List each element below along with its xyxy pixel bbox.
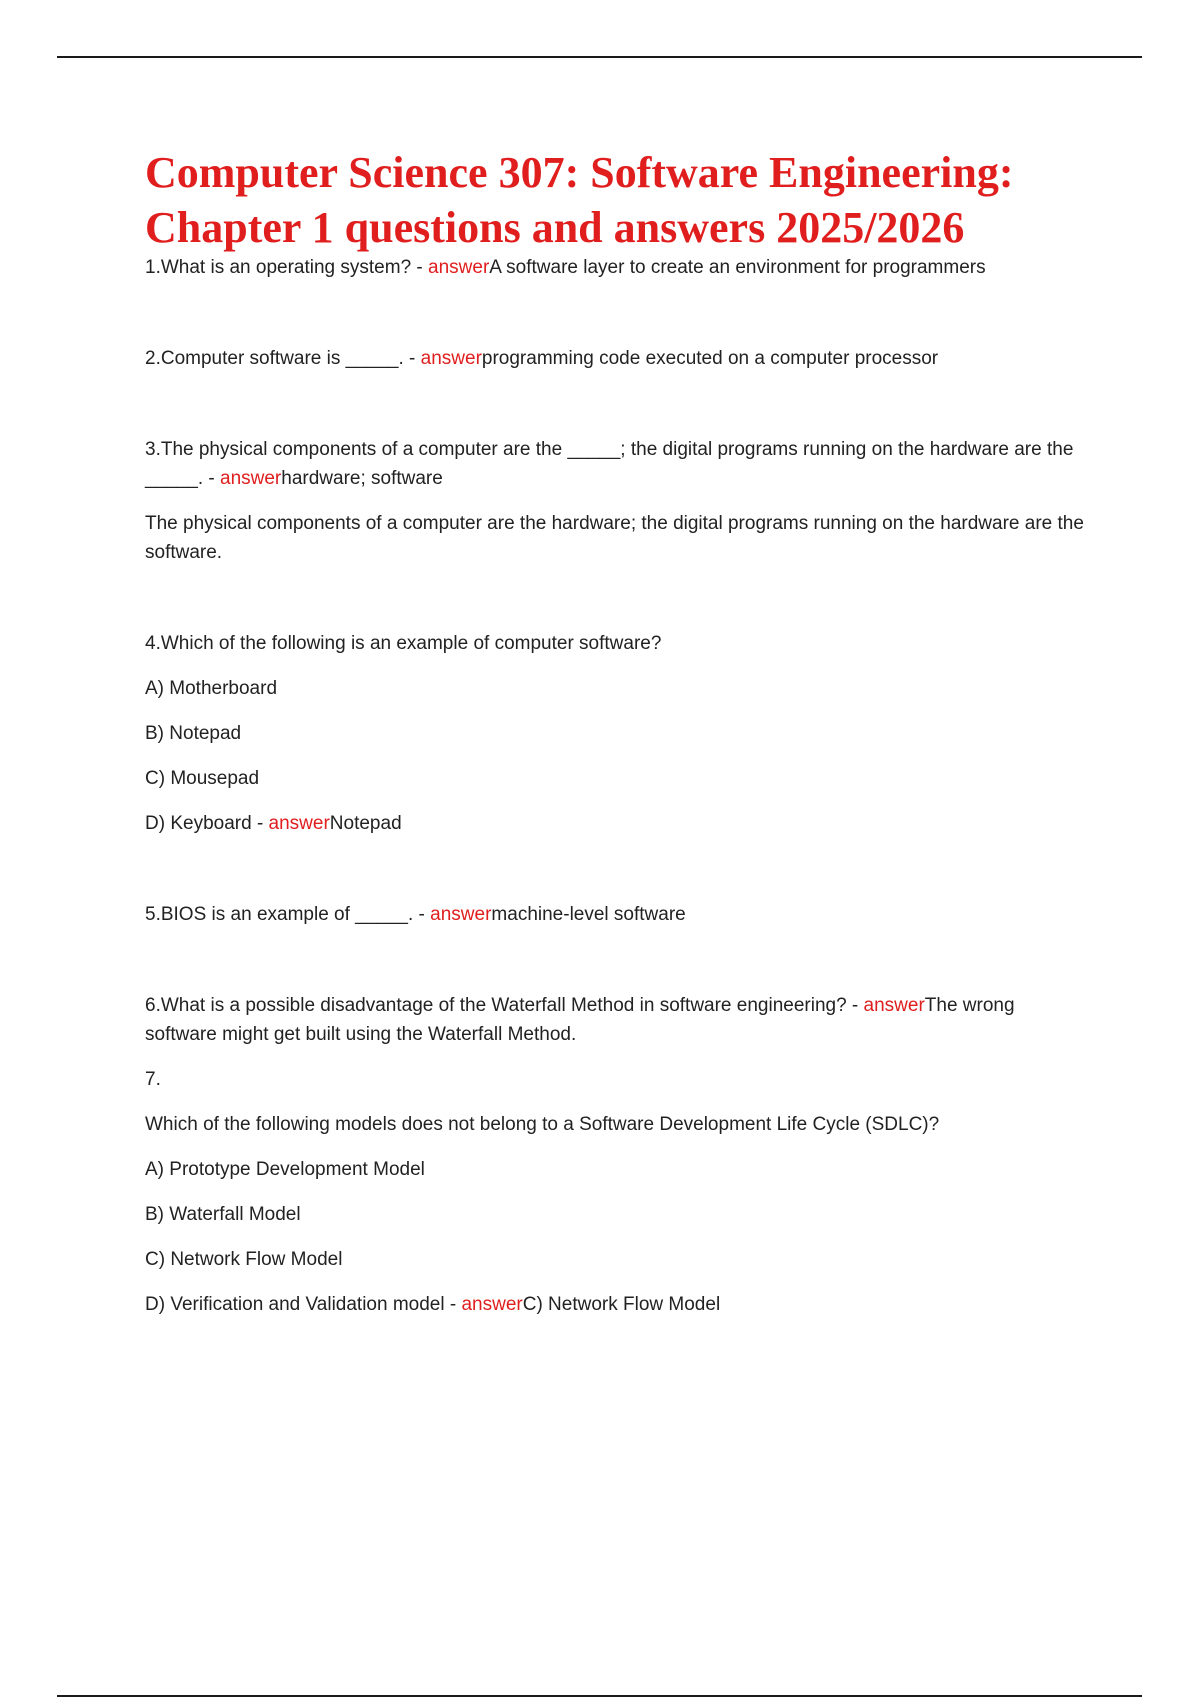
document-body: [145, 145, 1085, 1319]
answer-marker: answer: [428, 257, 490, 278]
answer-text: The wrong software might get built using the Waterfall Method.: [145, 995, 1015, 1045]
option-a: A) Motherboard: [145, 678, 278, 699]
question-text: 5.BIOS is an example of _____. -: [145, 904, 431, 925]
option-c: C) Mousepad: [145, 768, 260, 789]
question-1: [145, 253, 1085, 282]
answer-text: Notepad: [329, 813, 402, 834]
option-d: [145, 809, 1085, 838]
option-b: B) Waterfall Model: [145, 1204, 301, 1225]
answer-marker: answer: [268, 813, 330, 834]
question-text: 1.What is an operating system? -: [145, 257, 429, 278]
question-5: [145, 900, 1085, 929]
answer-marker: answer: [420, 348, 482, 369]
question-text: 2.Computer software is _____. -: [145, 348, 421, 369]
answer-text: A software layer to create an environment for programmers: [489, 257, 986, 278]
bottom-rule: [57, 1695, 1142, 1697]
answer-marker: answer: [220, 468, 282, 489]
option-text: D) Keyboard -: [145, 813, 269, 834]
answer-text: programming code executed on a computer processor: [481, 348, 939, 369]
option-b: B) Notepad: [145, 723, 242, 744]
question-text: 3.The physical components of a computer are the _____; the digital programs running on the hardware are the _____. -: [145, 439, 1074, 489]
answer-text: C) Network Flow Model: [522, 1294, 721, 1315]
question-6: [145, 991, 1085, 1049]
question-7: Which of the following models does not belong to a Software Development Life Cycle (SDLC)?: [145, 1114, 940, 1135]
top-rule: [57, 56, 1142, 58]
answer-text: machine-level software: [491, 904, 686, 925]
question-2: [145, 344, 1085, 373]
option-a: A) Prototype Development Model: [145, 1159, 425, 1180]
question-text: 6.What is a possible disadvantage of the Waterfall Method in software engineering? -: [145, 995, 864, 1016]
answer-marker: answer: [863, 995, 925, 1016]
answer-marker: answer: [430, 904, 492, 925]
answer-text: hardware; software: [281, 468, 443, 489]
option-c: C) Network Flow Model: [145, 1249, 343, 1270]
question-7-number: 7.: [145, 1069, 161, 1090]
question-4: 4.Which of the following is an example of computer software?: [145, 633, 662, 654]
option-text: D) Verification and Validation model -: [145, 1294, 462, 1315]
answer-marker: answer: [461, 1294, 523, 1315]
question-3-explanation: The physical components of a computer are the hardware; the digital programs running on the hardware are the software.: [145, 513, 1084, 563]
question-3: [145, 435, 1085, 493]
document-title: Computer Science 307: Software Engineering: Chapter 1 questions and answers 2025/2026: [145, 148, 1014, 252]
option-d: [145, 1290, 1085, 1319]
